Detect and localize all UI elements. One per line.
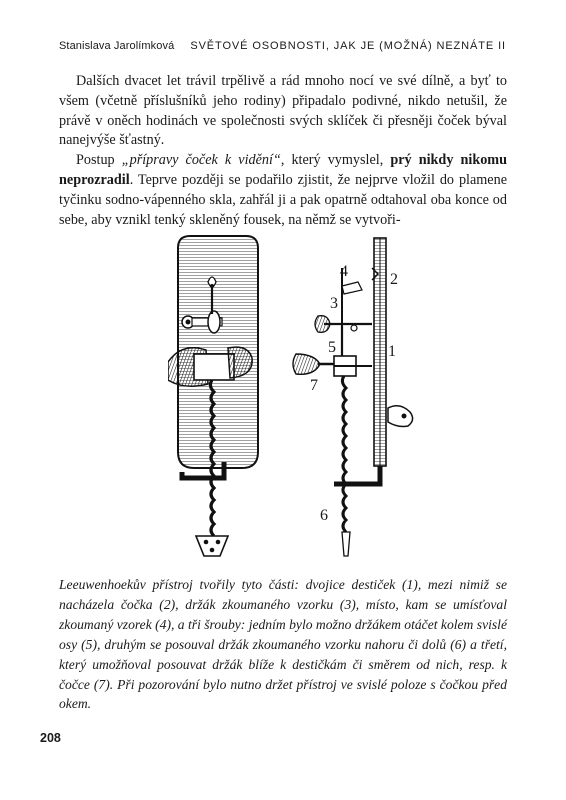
figure-label-2: 2: [390, 271, 398, 288]
figure-label-7: 7: [310, 377, 318, 394]
paragraph-2-start: Postup: [76, 152, 122, 169]
body-text: [59, 72, 507, 230]
page-number: 208: [40, 731, 61, 745]
front-view: [168, 236, 258, 556]
running-header-author: Stanislava Jarolímková: [59, 40, 175, 52]
microscope-illustration: [168, 230, 420, 568]
microscope-drawing: [168, 230, 420, 568]
paragraph-2-end: . Teprve později se podařilo zjistit, že nejprve vložil do plamene tyčinku sodno-vápenného skla, zahřál ji a pak opatrně odtahoval oba konce od sebe, aby vznikl tenký skleněný fousek, na němž se vytvoři-: [59, 171, 507, 228]
caption-text: Leeuwenhoekův přístroj tvořily tyto části: dvojice destiček (1), mezi nimiž se nacházela čočka (2), držák zkoumaného vzorku (3), místo, kam se umísťoval zkoumaný vzorek (4), a tři šrouby: jedním bylo možno držákem otáčet kolem svislé osy (5), druhým se posouval držák zkoumaného vzorku nahoru či dolů (6) a třetí, který umožňoval posouvat držák blíže k destičkám či směrem od nich, resp. k čočce (7). Při pozorování bylo nutno držet přístroj ve svislé poloze s čočkou před okem.: [59, 577, 507, 712]
paragraph-2: [59, 151, 507, 230]
figure-label-3: 3: [330, 295, 338, 312]
bold-phrase: prý nikdy nikomu neprozradil: [59, 152, 508, 188]
figure-label-5: 5: [328, 339, 336, 356]
figure-label-6: 6: [320, 507, 328, 524]
quoted-phrase: „přípravy čoček k vidění“: [121, 152, 281, 169]
figure-caption: [59, 575, 507, 714]
paragraph-2-mid: , který vymyslel,: [280, 152, 391, 169]
figure-label-4: 4: [340, 263, 348, 280]
figure-label-1: 1: [388, 343, 396, 360]
paragraph-1: Dalších dvacet let trávil trpělivě a rád mnoho nocí ve své dílně, a byť to všem (včetně příslušníků jeho rodiny) připadalo podivné, nikdo netušil, že právě v oněch hodinách ve společnosti svých sklíček či přesněji čoček býval nanejvýše šťastný.: [59, 73, 507, 149]
running-header-title: SVĚTOVÉ OSOBNOSTI, JAK JE (MOŽNÁ) NEZNÁTE II: [190, 40, 506, 52]
